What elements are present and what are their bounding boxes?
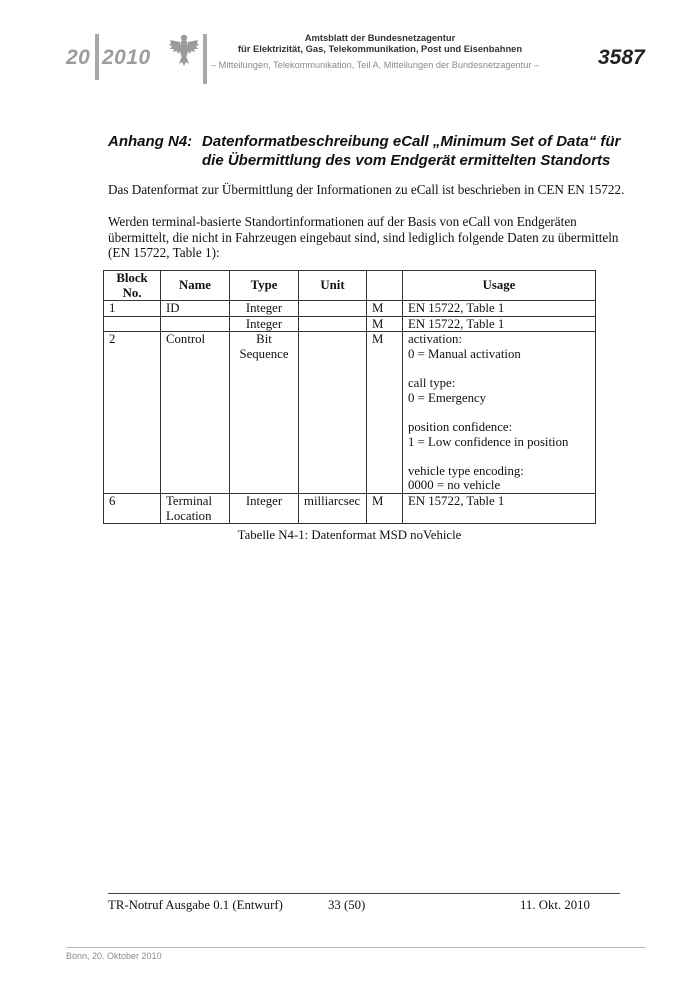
- cell-unit: milliarcsec: [299, 493, 367, 523]
- column-header-usage: Usage: [403, 271, 596, 301]
- table-row: [104, 493, 596, 523]
- usage-line: call type:: [408, 376, 456, 391]
- cell-type: Bit Sequence: [230, 332, 299, 494]
- cell-mandatory: M: [367, 332, 403, 494]
- publication-date: Bonn, 20. Oktober 2010: [66, 951, 162, 961]
- cell-name: Control: [161, 332, 230, 494]
- usage-line: 1 = Low confidence in position: [408, 434, 569, 449]
- header-divider: [203, 34, 207, 84]
- cell-unit: [299, 332, 367, 494]
- federal-eagle-icon: [168, 32, 200, 68]
- usage-line: [408, 405, 590, 420]
- column-header-m: [367, 271, 403, 301]
- table-row: [104, 316, 596, 332]
- cell-type: Integer: [230, 301, 299, 317]
- paragraph: Das Datenformat zur Übermittlung der Informationen zu eCall ist beschrieben in CEN EN 15722.: [108, 182, 625, 197]
- column-header-unit: Unit: [299, 271, 367, 301]
- cell-name: [161, 316, 230, 332]
- section-label: Anhang N4:: [108, 133, 193, 150]
- usage-line: [408, 362, 590, 377]
- issue-year: 2010: [102, 46, 151, 69]
- cell-block: 1: [104, 301, 161, 317]
- page-number: 3587: [598, 46, 645, 69]
- paragraph: Werden terminal-basierte Standortinformationen auf der Basis von eCall von Endgeräten übermittelt, die nicht in Fahrzeugen eingebaut sind, sind lediglich folgende Daten zu übermitteln (EN 15722, Table 1):: [108, 214, 619, 260]
- publication-subtitle: – Mitteilungen, Telekommunikation, Teil A, Mitteilungen der Bundesnetzagentur –: [211, 60, 540, 70]
- column-header-type: Type: [230, 271, 299, 301]
- usage-line: EN 15722, Table 1: [408, 493, 505, 508]
- table-header-row: [104, 271, 596, 301]
- publication-title-line: Amtsblatt der Bundesnetzagentur: [304, 32, 456, 43]
- usage-line: 0 = Manual activation: [408, 346, 521, 361]
- cell-name: ID: [161, 301, 230, 317]
- table-row: [104, 301, 596, 317]
- usage-line: [408, 449, 590, 464]
- cell-unit: [299, 316, 367, 332]
- cell-mandatory: M: [367, 493, 403, 523]
- cell-block: 2: [104, 332, 161, 494]
- usage-line: 0000 = no vehicle: [408, 478, 501, 493]
- cell-usage: [403, 332, 596, 494]
- footer-page-count: 33 (50): [328, 898, 366, 912]
- cell-name: Terminal Location: [161, 493, 230, 523]
- cell-block: 6: [104, 493, 161, 523]
- issue-number: 20: [66, 46, 91, 69]
- cell-mandatory: M: [367, 301, 403, 317]
- usage-line: 0 = Emergency: [408, 390, 487, 405]
- usage-line: vehicle type encoding:: [408, 463, 524, 478]
- cell-usage: [403, 493, 596, 523]
- table-caption: Tabelle N4-1: Datenformat MSD noVehicle: [237, 528, 462, 542]
- header-divider: [95, 34, 99, 80]
- footer-date: 11. Okt. 2010: [520, 898, 590, 912]
- usage-line: activation:: [408, 332, 463, 347]
- usage-line: position confidence:: [408, 419, 513, 434]
- footer-document-name: TR-Notruf Ausgabe 0.1 (Entwurf): [108, 898, 283, 912]
- table-row: [104, 332, 596, 494]
- usage-line: EN 15722, Table 1: [408, 301, 505, 316]
- column-header-block: Block No.: [104, 271, 161, 301]
- column-header-name: Name: [161, 271, 230, 301]
- cell-unit: [299, 301, 367, 317]
- publication-title: [215, 32, 545, 54]
- data-format-table: [103, 270, 596, 524]
- cell-usage: [403, 301, 596, 317]
- cell-type: Integer: [230, 316, 299, 332]
- bottom-rule: [66, 947, 646, 948]
- footer-rule: [108, 893, 620, 894]
- cell-block: [104, 316, 161, 332]
- cell-usage: [403, 316, 596, 332]
- usage-line: EN 15722, Table 1: [408, 316, 505, 331]
- publication-title-line: für Elektrizität, Gas, Telekommunikation, Post und Eisenbahnen: [237, 43, 523, 54]
- cell-mandatory: M: [367, 316, 403, 332]
- section-title: Datenformatbeschreibung eCall „Minimum Set of Data“ für die Übermittlung des vom Endgerät ermittelten Standorts: [202, 133, 621, 169]
- cell-type: Integer: [230, 493, 299, 523]
